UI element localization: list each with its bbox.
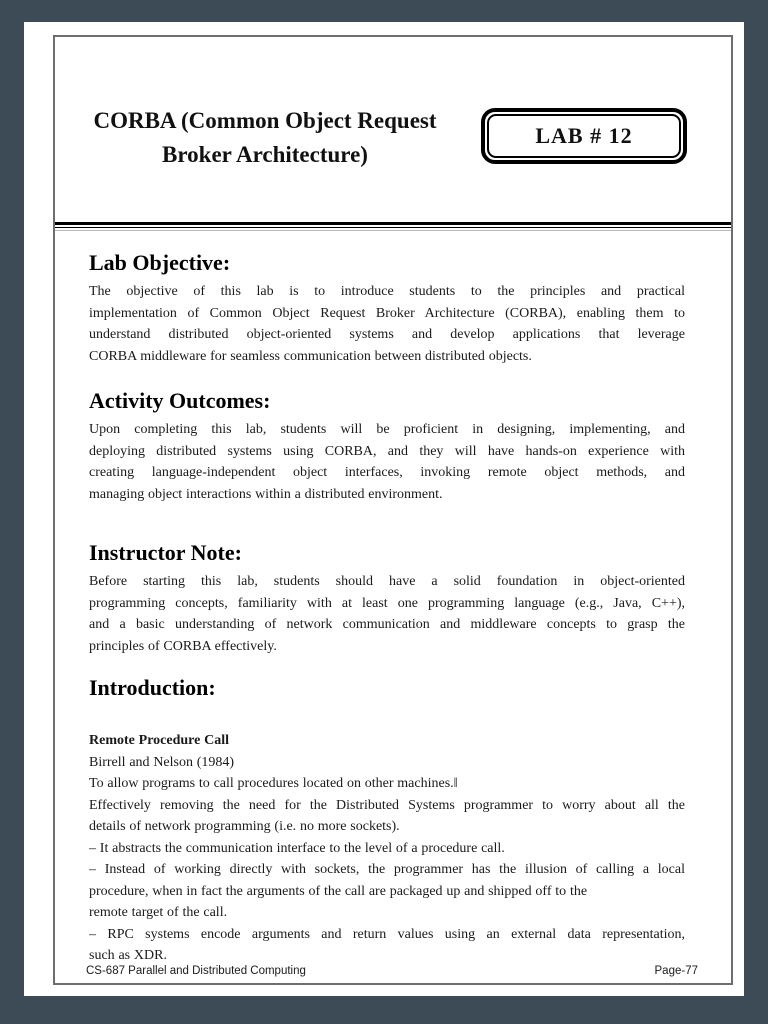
text-line: remote target of the call. [89,905,228,920]
document-title-line1: CORBA (Common Object Request [93,108,437,133]
text-line: The objective of this lab is to introduce students to the principles and practical [89,284,685,299]
text-line: Birrell and Nelson (1984) [89,754,235,770]
text-line: creating language-independent object interfaces, invoking remote object methods, and [89,465,685,480]
page-border-frame [53,35,733,985]
text-line: To allow programs to call procedures located on other machines.‖ [89,776,458,791]
text-line: Effectively removing the need for the Distributed Systems programmer to worry about all the [89,797,685,813]
lab-objective-paragraph [89,281,685,367]
section-heading-introduction: Introduction: [89,675,216,700]
text-line: and a basic understanding of network communication and middleware concepts to grasp the [89,617,685,632]
text-line: – It abstracts the communication interface to the level of a procedure call. [89,840,505,856]
document-page [24,22,744,996]
document-title [75,104,455,172]
page-header [55,37,731,209]
section-heading-activity-outcomes: Activity Outcomes: [89,388,271,413]
text-line: implementation of Common Object Request Broker Architecture (CORBA), enabling them to [89,305,685,321]
footer-page-number: Page-77 [654,965,698,977]
instructor-note-paragraph [89,571,685,657]
text-line: Remote Procedure Call [89,733,229,748]
text-line: CORBA middleware for seamless communication between distributed objects. [89,348,532,364]
section-heading-instructor-note: Instructor Note: [89,540,242,565]
divider-line-shadow [55,230,731,231]
text-line: deploying distributed systems using CORBA, and they will have hands-on experience with [89,443,685,459]
lab-number-badge [481,108,687,164]
section-heading-lab-objective: Lab Objective: [89,250,231,275]
text-line: – RPC systems encode arguments and return values using an external data representation, [89,926,685,942]
text-line: principles of CORBA effectively. [89,638,277,654]
text-line: Before starting this lab, students should have a solid foundation in object-oriented [89,574,685,589]
footer-course-label: CS-687 Parallel and Distributed Computing [86,965,306,977]
text-line: such as XDR. [89,948,167,963]
text-line: programming concepts, familiarity with at least one programming language (e.g., Java, C++), [89,595,685,611]
lab-number-label: LAB # 12 [487,114,681,158]
text-line: procedure, when in fact the arguments of the call are packaged up and shipped off to the [89,883,588,899]
document-title-line2: Broker Architecture) [162,142,368,167]
page-footer [86,965,698,977]
text-line: details of network programming (i.e. no more sockets). [89,819,400,834]
text-line: Upon completing this lab, students will be proficient in designing, implementing, and [89,422,685,437]
remote-procedure-call-text [89,730,685,967]
text-line: – Instead of working directly with sockets, the programmer has the illusion of calling a local [89,862,685,877]
text-line: understand distributed object-oriented systems and develop applications that leverage [89,327,685,342]
activity-outcomes-paragraph [89,419,685,505]
header-divider [55,222,731,231]
page-content [55,248,731,967]
text-line: managing object interactions within a distributed environment. [89,486,443,502]
